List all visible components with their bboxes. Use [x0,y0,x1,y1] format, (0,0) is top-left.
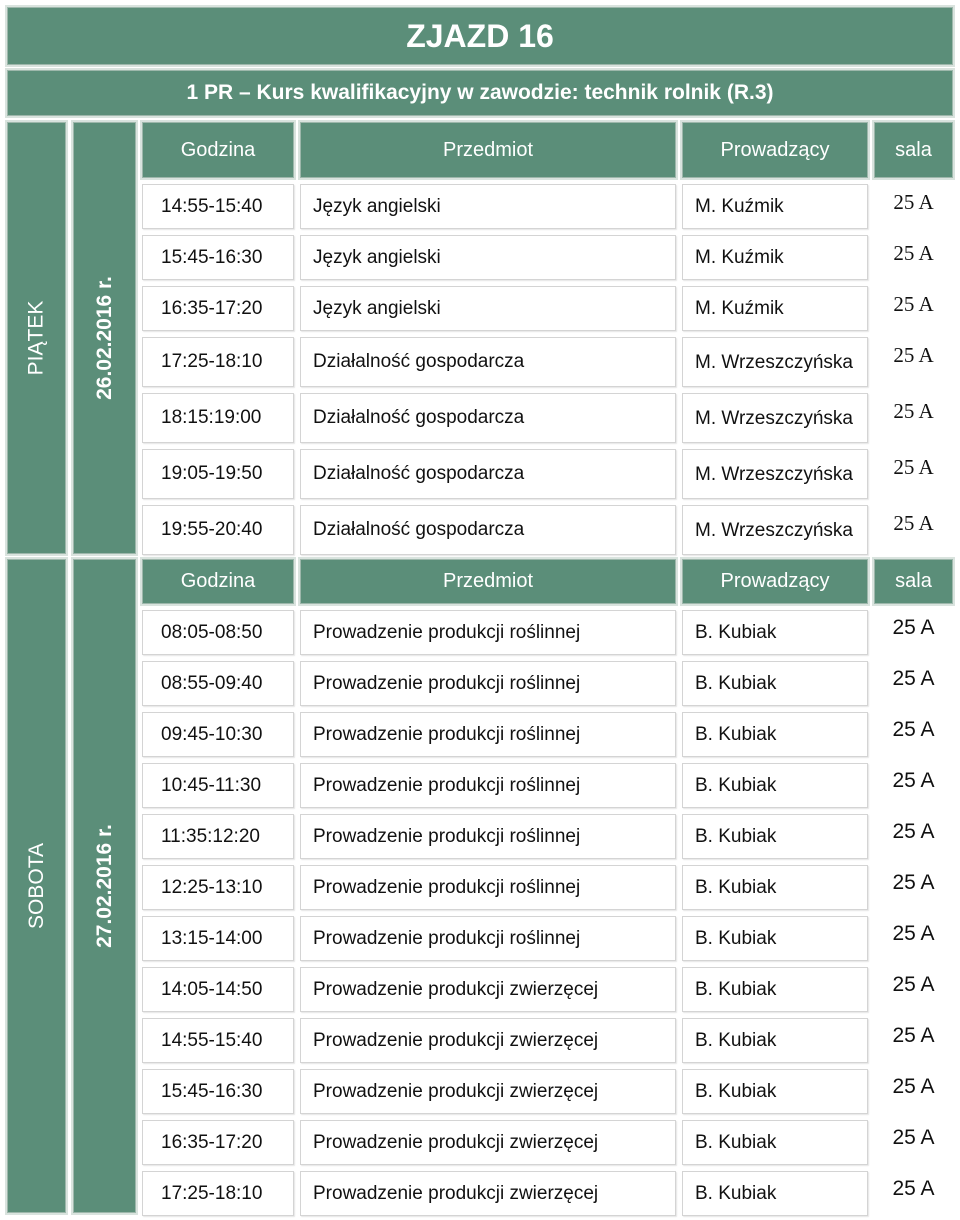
saturday-time-cell: 17:25-18:10 [142,1171,294,1216]
saturday-teacher-cell: B. Kubiak [682,763,868,808]
friday-room-cell: 25 A [893,399,934,423]
friday-header-teacher: Prowadzący [682,122,868,178]
page-title: ZJAZD 16 [7,7,953,65]
saturday-room-cell: 25 A [892,973,935,996]
saturday-room-cell: 25 A [892,616,935,639]
friday-room-cell: 25 A [893,292,934,316]
course-subtitle: 1 PR – Kurs kwalifikacyjny w zawodzie: technik rolnik (R.3) [7,70,953,116]
friday-teacher-cell: M. Wrzeszczyńska [682,505,868,555]
friday-time-cell: 19:05-19:50 [142,449,294,499]
saturday-room-cell: 25 A [892,1075,935,1098]
saturday-room-cell: 25 A [892,1126,935,1149]
friday-day-text: PIĄTEK [24,300,48,376]
friday-room-cell: 25 A [893,190,934,214]
saturday-subject-cell: Prowadzenie produkcji zwierzęcej [300,1171,676,1216]
saturday-date-label [73,559,136,1213]
saturday-teacher-cell: B. Kubiak [682,916,868,961]
saturday-teacher-cell: B. Kubiak [682,712,868,757]
saturday-teacher-cell: B. Kubiak [682,814,868,859]
friday-subject-cell: Język angielski [300,184,676,229]
friday-time-cell: 17:25-18:10 [142,337,294,387]
friday-time-cell: 18:15:19:00 [142,393,294,443]
saturday-room-cell: 25 A [892,718,935,741]
friday-time-cell: 15:45-16:30 [142,235,294,280]
saturday-room-cell: 25 A [892,922,935,945]
saturday-teacher-cell: B. Kubiak [682,967,868,1012]
saturday-time-cell: 08:55-09:40 [142,661,294,706]
saturday-time-cell: 08:05-08:50 [142,610,294,655]
friday-teacher-cell: M. Kuźmik [682,235,868,280]
friday-subject-cell: Język angielski [300,286,676,331]
friday-room-cell: 25 A [893,455,934,479]
saturday-time-cell: 10:45-11:30 [142,763,294,808]
friday-subject-cell: Działalność gospodarcza [300,505,676,555]
friday-room-cell: 25 A [893,343,934,367]
saturday-header-time: Godzina [142,559,294,604]
saturday-teacher-cell: B. Kubiak [682,1171,868,1216]
friday-teacher-cell: M. Wrzeszczyńska [682,449,868,499]
saturday-header-room: sala [874,559,953,604]
friday-date-label [73,122,136,554]
saturday-subject-cell: Prowadzenie produkcji roślinnej [300,916,676,961]
friday-teacher-cell: M. Wrzeszczyńska [682,393,868,443]
saturday-room-cell: 25 A [892,871,935,894]
friday-date-text: 26.02.2016 r. [92,276,116,400]
saturday-subject-cell: Prowadzenie produkcji zwierzęcej [300,1120,676,1165]
saturday-date-text: 27.02.2016 r. [92,824,116,948]
saturday-subject-cell: Prowadzenie produkcji roślinnej [300,814,676,859]
saturday-time-cell: 09:45-10:30 [142,712,294,757]
friday-room-cell: 25 A [893,241,934,265]
saturday-subject-cell: Prowadzenie produkcji roślinnej [300,610,676,655]
saturday-room-cell: 25 A [892,667,935,690]
saturday-day-label [7,559,66,1213]
saturday-time-cell: 14:05-14:50 [142,967,294,1012]
saturday-teacher-cell: B. Kubiak [682,1120,868,1165]
saturday-time-cell: 13:15-14:00 [142,916,294,961]
saturday-teacher-cell: B. Kubiak [682,1018,868,1063]
friday-teacher-cell: M. Kuźmik [682,286,868,331]
saturday-teacher-cell: B. Kubiak [682,610,868,655]
saturday-time-cell: 16:35-17:20 [142,1120,294,1165]
friday-header-time: Godzina [142,122,294,178]
friday-room-cell: 25 A [893,511,934,535]
friday-teacher-cell: M. Wrzeszczyńska [682,337,868,387]
friday-teacher-cell: M. Kuźmik [682,184,868,229]
saturday-subject-cell: Prowadzenie produkcji zwierzęcej [300,1069,676,1114]
saturday-subject-cell: Prowadzenie produkcji zwierzęcej [300,1018,676,1063]
saturday-room-cell: 25 A [892,1024,935,1047]
saturday-subject-cell: Prowadzenie produkcji roślinnej [300,865,676,910]
friday-header-subject: Przedmiot [300,122,676,178]
saturday-time-cell: 15:45-16:30 [142,1069,294,1114]
saturday-time-cell: 14:55-15:40 [142,1018,294,1063]
saturday-header-teacher: Prowadzący [682,559,868,604]
saturday-teacher-cell: B. Kubiak [682,865,868,910]
saturday-day-text: SOBOTA [24,843,48,929]
saturday-subject-cell: Prowadzenie produkcji zwierzęcej [300,967,676,1012]
saturday-subject-cell: Prowadzenie produkcji roślinnej [300,763,676,808]
friday-time-cell: 19:55-20:40 [142,505,294,555]
friday-subject-cell: Działalność gospodarcza [300,393,676,443]
saturday-teacher-cell: B. Kubiak [682,1069,868,1114]
friday-header-room: sala [874,122,953,178]
saturday-room-cell: 25 A [892,820,935,843]
saturday-room-cell: 25 A [892,1177,935,1200]
saturday-room-cell: 25 A [892,769,935,792]
friday-subject-cell: Działalność gospodarcza [300,337,676,387]
friday-day-label [7,122,66,554]
saturday-time-cell: 12:25-13:10 [142,865,294,910]
friday-time-cell: 14:55-15:40 [142,184,294,229]
saturday-subject-cell: Prowadzenie produkcji roślinnej [300,712,676,757]
saturday-header-subject: Przedmiot [300,559,676,604]
saturday-teacher-cell: B. Kubiak [682,661,868,706]
saturday-time-cell: 11:35:12:20 [142,814,294,859]
friday-subject-cell: Działalność gospodarcza [300,449,676,499]
friday-time-cell: 16:35-17:20 [142,286,294,331]
saturday-subject-cell: Prowadzenie produkcji roślinnej [300,661,676,706]
friday-subject-cell: Język angielski [300,235,676,280]
